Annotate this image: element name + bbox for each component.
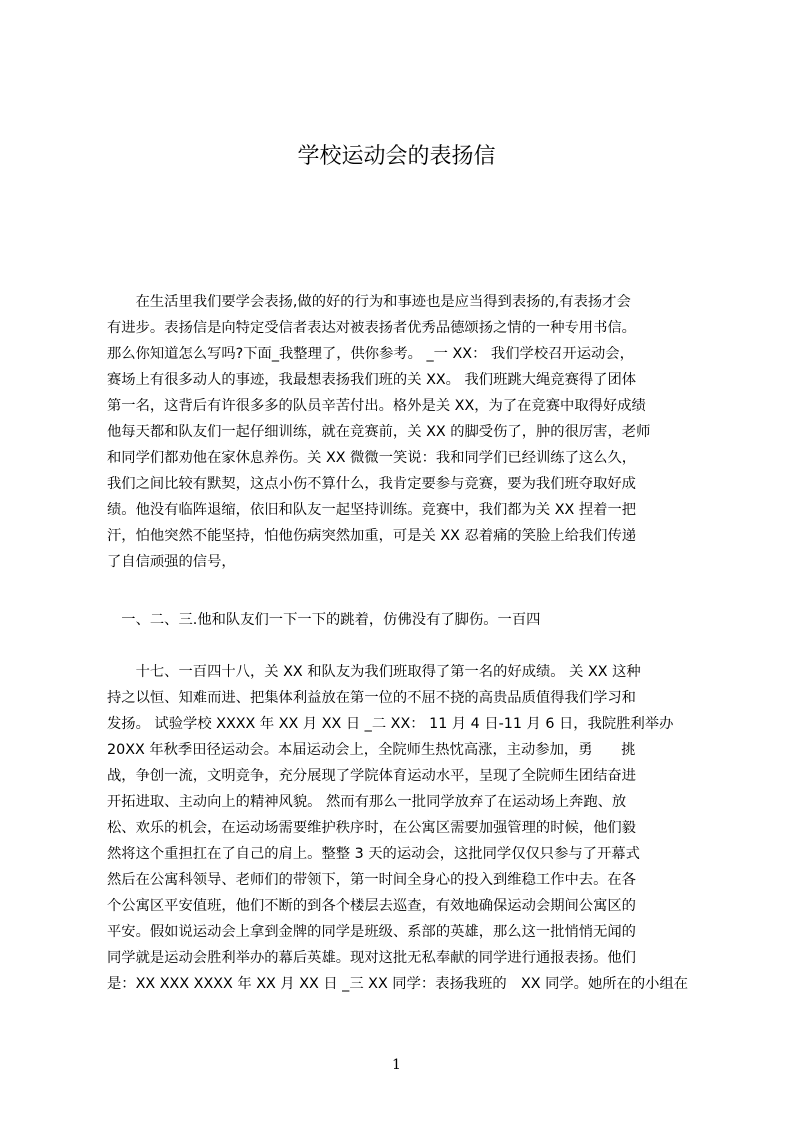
text-line: 持之以恒、知难而进、把集体利益放在第一位的不屈不挠的高贵品质值得我们学习和 (107, 690, 636, 706)
text-line: 开拓进取、主动向上的精神风貌。 然而有那么一批同学放弃了在运动场上奔跑、放 (107, 794, 627, 810)
text-line: 我们之间比较有默契，这点小伤不算什么，我肯定要参与竞赛，要为我们班夺取好成 (107, 476, 636, 492)
text-line: 在生活里我们要学会表扬,做的好的行为和事迹也是应当得到表扬的,有表扬才会 (107, 294, 631, 310)
text-line: 了自信顽强的信号， (107, 554, 236, 570)
page-title: 学校运动会的表扬信 (297, 144, 496, 169)
text-line: 松、欢乐的机会，在运动场需要维护秩序时，在公寓区需要加强管理的时候，他们毅 (107, 820, 636, 836)
text-line: 同学就是运动会胜利举办的幕后英雄。现对这批无私奉献的同学进行通报表扬。他们 (107, 950, 636, 966)
text-line: 和同学们都劝他在家休息养伤。关 XX 微微一笑说：我和同学们已经训练了这么久， (107, 450, 637, 466)
text-line: 那么你知道怎么写吗?下面_我整理了，供你参考。 _一 XX： 我们学校召开运动会， (107, 346, 634, 362)
text-line: 然将这个重担扛在了自己的肩上。整整 3 天的运动会，这批同学仅仅只参与了开幕式 (107, 846, 640, 862)
text-line: 有进步。表扬信是向特定受信者表达对被表扬者优秀品德颂扬之情的一种专用书信。 (107, 320, 636, 336)
text-line: 发扬。 试验学校 XXXX 年 XX 月 XX 日 _二 XX： 11 月 4 日-11 月 6 日，我院胜利举办 (107, 716, 674, 732)
text-line: 个公寓区平安值班，他们不断的到各个楼层去巡查，有效地确保运动会期间公寓区的 (107, 898, 636, 914)
text-line: 第一名，这背后有许很多多的队员辛苦付出。格外是关 XX，为了在竞赛中取得好成绩 (107, 398, 646, 414)
text-line: 他每天都和队友们一起仔细训练，就在竞赛前，关 XX 的脚受伤了，肿的很厉害，老师 (107, 424, 651, 440)
page-number: 1 (392, 1057, 401, 1073)
text-line: 然后在公寓科领导、老师们的带领下，第一时间全身心的投入到维稳工作中去。在各 (107, 872, 636, 888)
text-line: 绩。他没有临阵退缩，依旧和队友一起坚持训练。竞赛中，我们都为关 XX 捏着一把 (107, 502, 637, 518)
text-line: 战，争创一流，文明竞争，充分展现了学院体育运动水平，呈现了全院师生团结奋进 (107, 768, 636, 784)
text-line: 赛场上有很多动人的事迹，我最想表扬我们班的关 XX。 我们班跳大绳竞赛得了团体 (107, 372, 637, 388)
text-line: 一、二、三.他和队友们一下一下的跳着，仿佛没有了脚伤。一百四 (107, 612, 541, 628)
text-line: 平安。假如说运动会上拿到金牌的同学是班级、系部的英雄，那么这一批悄悄无闻的 (107, 924, 636, 940)
text-line: 20XX 年秋季田径运动会。本届运动会上，全院师生热忱高涨，主动参加，勇 挑 (107, 742, 636, 758)
text-line: 汗，怕他突然不能坚持，怕他伤病突然加重，可是关 XX 忍着痛的笑脸上给我们传递 (107, 528, 637, 544)
text-line: 是：XX XXX XXXX 年 XX 月 XX 日 _三 XX 同学：表扬我班的 XX 同学。她所在的小组在 (107, 976, 689, 992)
text-line: 十七、一百四十八，关 XX 和队友为我们班取得了第一名的好成绩。 关 XX 这种 (107, 664, 641, 680)
